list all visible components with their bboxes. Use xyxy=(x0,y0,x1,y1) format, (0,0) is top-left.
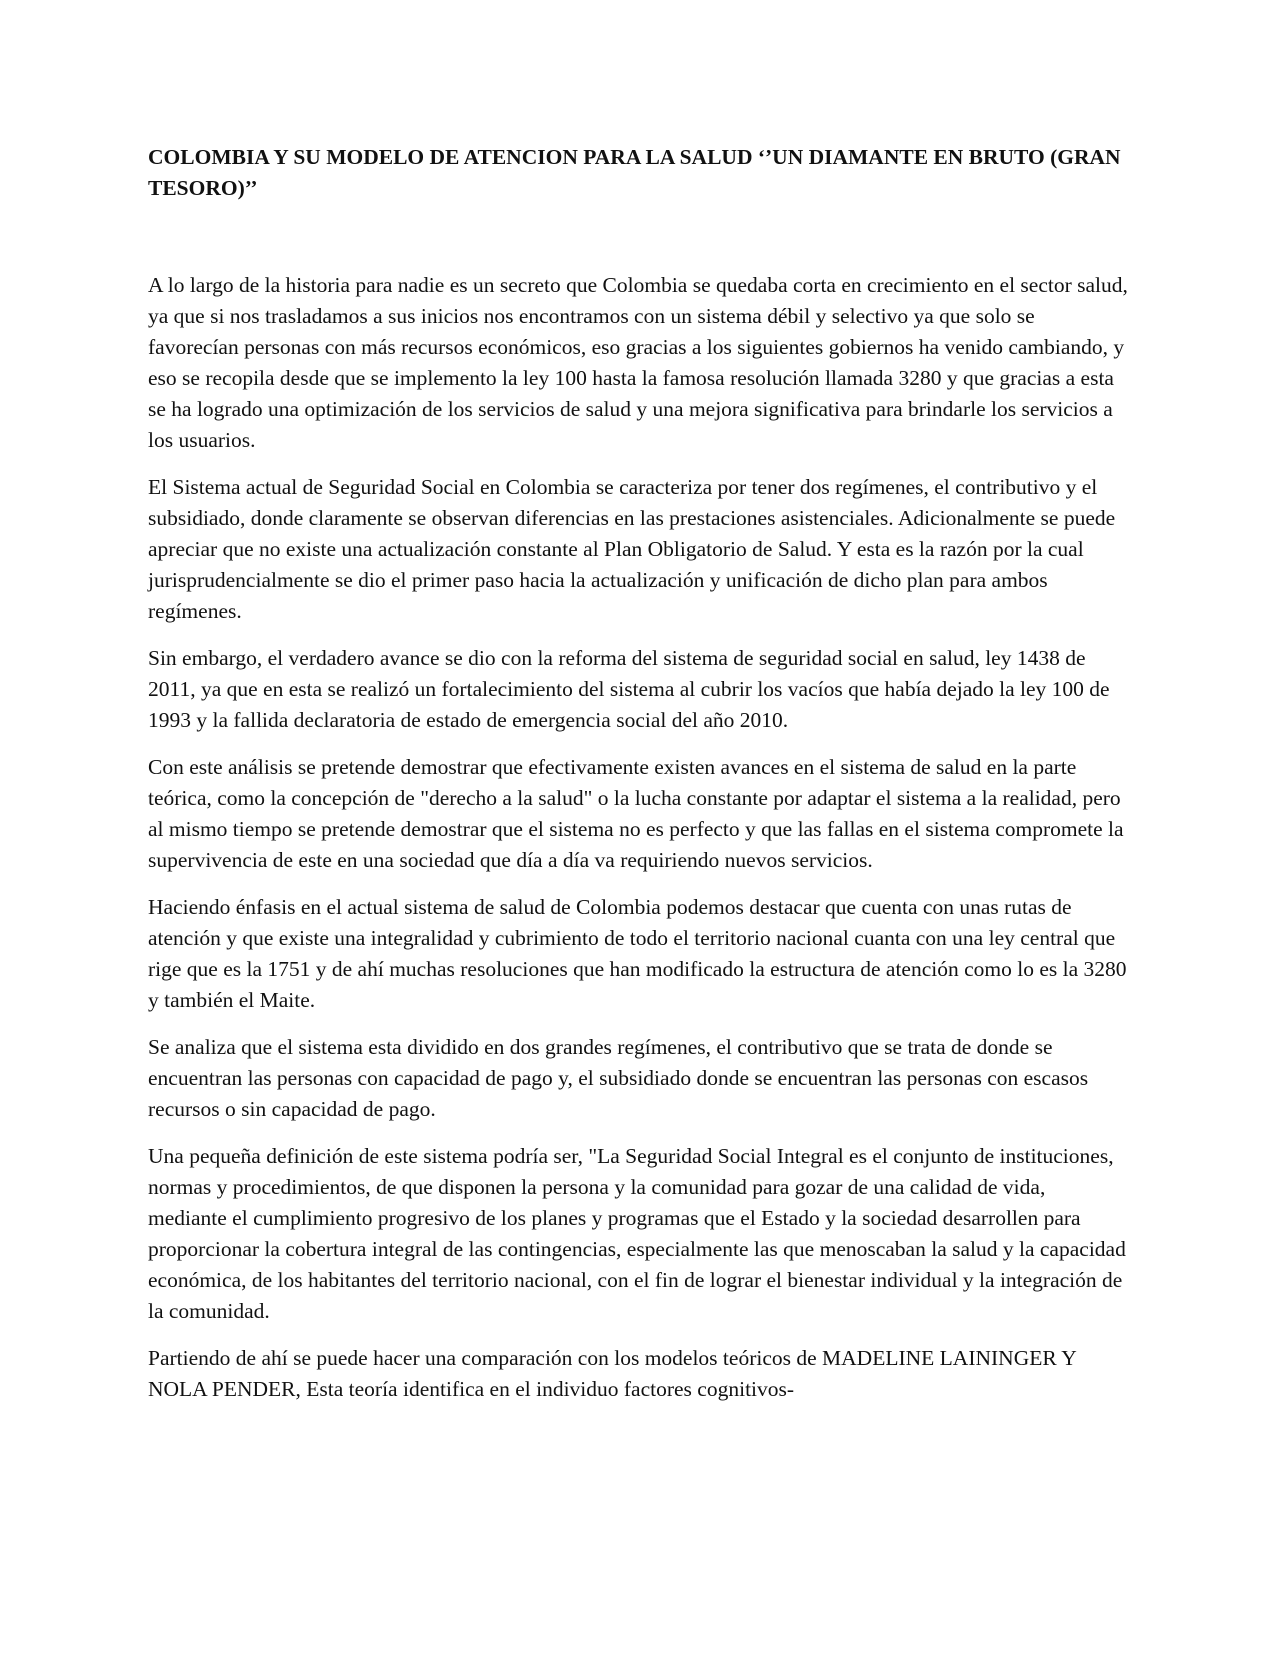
paragraph: El Sistema actual de Seguridad Social en Colombia se caracteriza por tener dos regímenes, el contributivo y el subsidiado, donde claramente se observan diferencias en las prestaciones asistenciales. Adicionalmente se puede apreciar que no existe una actualización constante al Plan Obligatorio de Salud. Y esta es la razón por la cual jurisprudencialmente se dio el primer paso hacia la actualización y unificación de dicho plan para ambos regímenes. xyxy=(148,475,1116,623)
paragraph: Haciendo énfasis en el actual sistema de salud de Colombia podemos destacar que cuenta con unas rutas de atención y que existe una integralidad y cubrimiento de todo el territorio nacional cuanta con una ley central que rige que es la 1751 y de ahí muchas resoluciones que han modificado la estructura de atención como lo es la 3280 y también el Maite. xyxy=(148,895,1127,1012)
paragraph: Sin embargo, el verdadero avance se dio con la reforma del sistema de seguridad social en salud, ley 1438 de 2011, ya que en esta se realizó un fortalecimiento del sistema al cubrir los vacíos que había dejado la ley 100 de 1993 y la fallida declaratoria de estado de emergencia social del año 2010. xyxy=(148,646,1110,732)
document-body xyxy=(148,142,1128,1421)
paragraph: Se analiza que el sistema esta dividido en dos grandes regímenes, el contributivo que se trata de donde se encuentran las personas con capacidad de pago y, el subsidiado donde se encuentran las personas con escasos recursos o sin capacidad de pago. xyxy=(148,1035,1089,1121)
document-title: COLOMBIA Y SU MODELO DE ATENCION PARA LA SALUD ‘’UN DIAMANTE EN BRUTO (GRAN TESORO)’’ xyxy=(148,145,1121,200)
paragraph: Una pequeña definición de este sistema podría ser, "La Seguridad Social Integral es el conjunto de instituciones, normas y procedimientos, de que disponen la persona y la comunidad para gozar de una calidad de vida, mediante el cumplimiento progresivo de los planes y programas que el Estado y la sociedad desarrollen para proporcionar la cobertura integral de las contingencias, especialmente las que menoscaban la salud y la capacidad económica, de los habitantes del territorio nacional, con el fin de lograr el bienestar individual y la integración de la comunidad. xyxy=(148,1144,1126,1323)
paragraph: Partiendo de ahí se puede hacer una comparación con los modelos teóricos de MADELINE LAININGER Y NOLA PENDER, Esta teoría identifica en el individuo factores cognitivos- xyxy=(148,1346,1076,1401)
paragraph: Con este análisis se pretende demostrar que efectivamente existen avances en el sistema de salud en la parte teórica, como la concepción de "derecho a la salud" o la lucha constante por adaptar el sistema a la realidad, pero al mismo tiempo se pretende demostrar que el sistema no es perfecto y que las fallas en el sistema compromete la supervivencia de este en una sociedad que día a día va requiriendo nuevos servicios. xyxy=(148,755,1124,872)
paragraph: A lo largo de la historia para nadie es un secreto que Colombia se quedaba corta en crecimiento en el sector salud, ya que si nos trasladamos a sus inicios nos encontramos con un sistema débil y selectivo ya que solo se favorecían personas con más recursos económicos, eso gracias a los siguientes gobiernos ha venido cambiando, y eso se recopila desde que se implemento la ley 100 hasta la famosa resolución llamada 3280 y que gracias a esta se ha logrado una optimización de los servicios de salud y una mejora significativa para brindarle los servicios a los usuarios. xyxy=(148,273,1128,452)
